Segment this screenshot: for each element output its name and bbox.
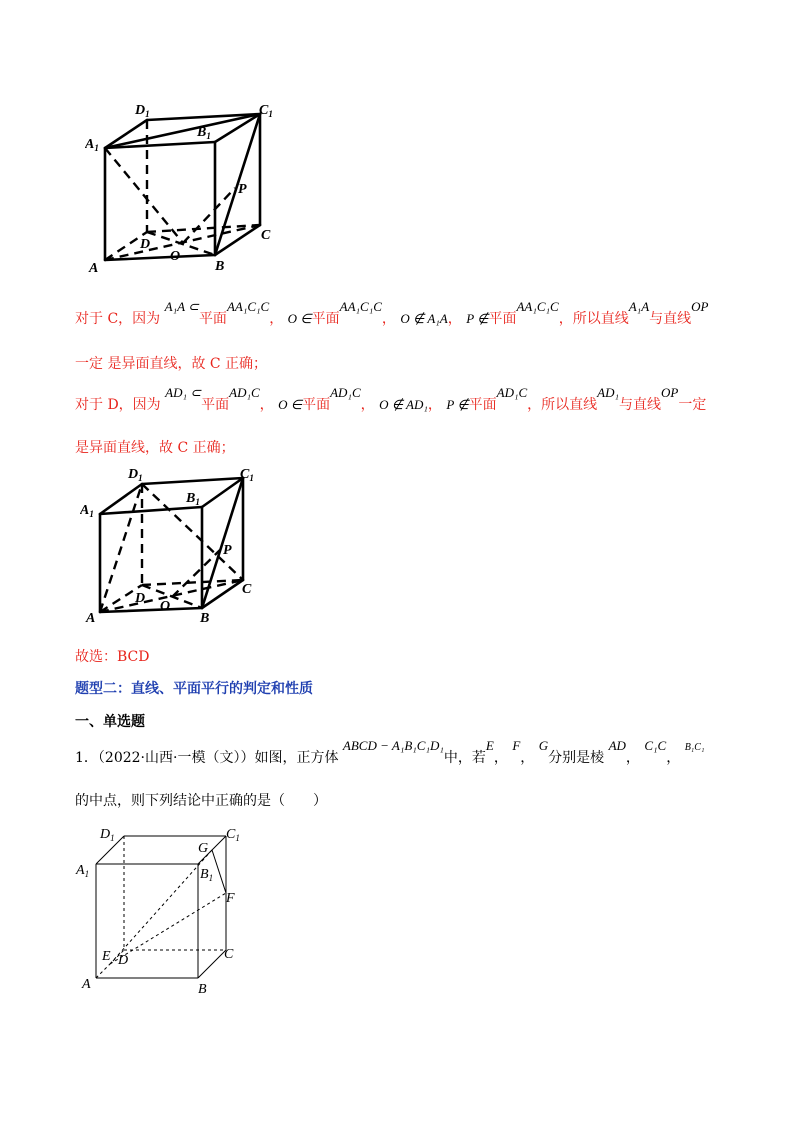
label-B1: $B_1$ bbox=[200, 867, 214, 883]
label-P: P bbox=[223, 543, 232, 558]
reason-d-line2: 是异面直线，故 C 正确； bbox=[75, 440, 235, 456]
label-B: B bbox=[215, 259, 225, 274]
label-C1: $C_1$ bbox=[240, 467, 254, 483]
label-D1: $D_1$ bbox=[135, 103, 150, 119]
label-D1: $D_1$ bbox=[100, 827, 115, 843]
section-title: 题型二：直线、平面平行的判定和性质 bbox=[75, 681, 313, 697]
label-C1: $C_1$ bbox=[226, 827, 240, 843]
label-G: G bbox=[198, 841, 209, 856]
label-C: C bbox=[261, 228, 271, 243]
cube-figure-1 bbox=[85, 100, 285, 280]
reason-c-line1: 对于 C，因为 A₁A ⊂平面AA₁C₁C， O ∈平面AA₁C₁C， O ∉ A₁A， P ∉平面AA₁C₁C，所以直线A₁A与直线OP bbox=[75, 299, 709, 327]
label-D: D bbox=[118, 953, 129, 968]
question-1-line1: 1．（2022·山西·一模（文））如图，正方体 ABCD − A₁B₁C₁D₁中，若E， F， G分别是棱 AD， C₁C， $^{B_1C_1}$ bbox=[75, 738, 705, 766]
label-C: C bbox=[242, 582, 252, 597]
label-E: E bbox=[102, 949, 111, 964]
label-A1: $A_1$ bbox=[76, 863, 90, 879]
label-C1: $C_1$ bbox=[259, 103, 273, 119]
label-A: A bbox=[82, 977, 91, 992]
label-A1: $A_1$ bbox=[80, 503, 94, 519]
label-A: A bbox=[86, 611, 96, 626]
label-D: D bbox=[140, 237, 151, 252]
label-B: B bbox=[198, 982, 207, 997]
label-O: O bbox=[160, 599, 171, 614]
label-D: D bbox=[135, 591, 146, 606]
label-A1: $A_1$ bbox=[85, 137, 99, 153]
answer-text: 故选：BCD bbox=[75, 649, 150, 665]
cube-figure-2 bbox=[80, 462, 280, 632]
reason-c-line2: 一定 是异面直线，故 C 正确； bbox=[75, 356, 268, 372]
label-B1: $B_1$ bbox=[197, 125, 211, 141]
label-F: F bbox=[226, 891, 235, 906]
label-A: A bbox=[89, 261, 99, 276]
label-B1: $B_1$ bbox=[186, 491, 200, 507]
label-B: B bbox=[200, 611, 210, 626]
label-P: P bbox=[238, 182, 247, 197]
label-O: O bbox=[170, 249, 181, 264]
label-D1: $D_1$ bbox=[128, 467, 143, 483]
label-C: C bbox=[224, 947, 234, 962]
subsection-title: 一、单选题 bbox=[75, 714, 145, 730]
cube-figure-3 bbox=[70, 818, 270, 998]
question-1-line2: 的中点，则下列结论中正确的是（ ） bbox=[75, 793, 327, 809]
reason-d-line1: 对于 D，因为 AD₁ ⊂平面AD₁C， O ∈平面AD₁C， O ∉ AD₁， P ∉平面AD₁C，所以直线AD₁与直线OP一定 bbox=[75, 385, 707, 413]
